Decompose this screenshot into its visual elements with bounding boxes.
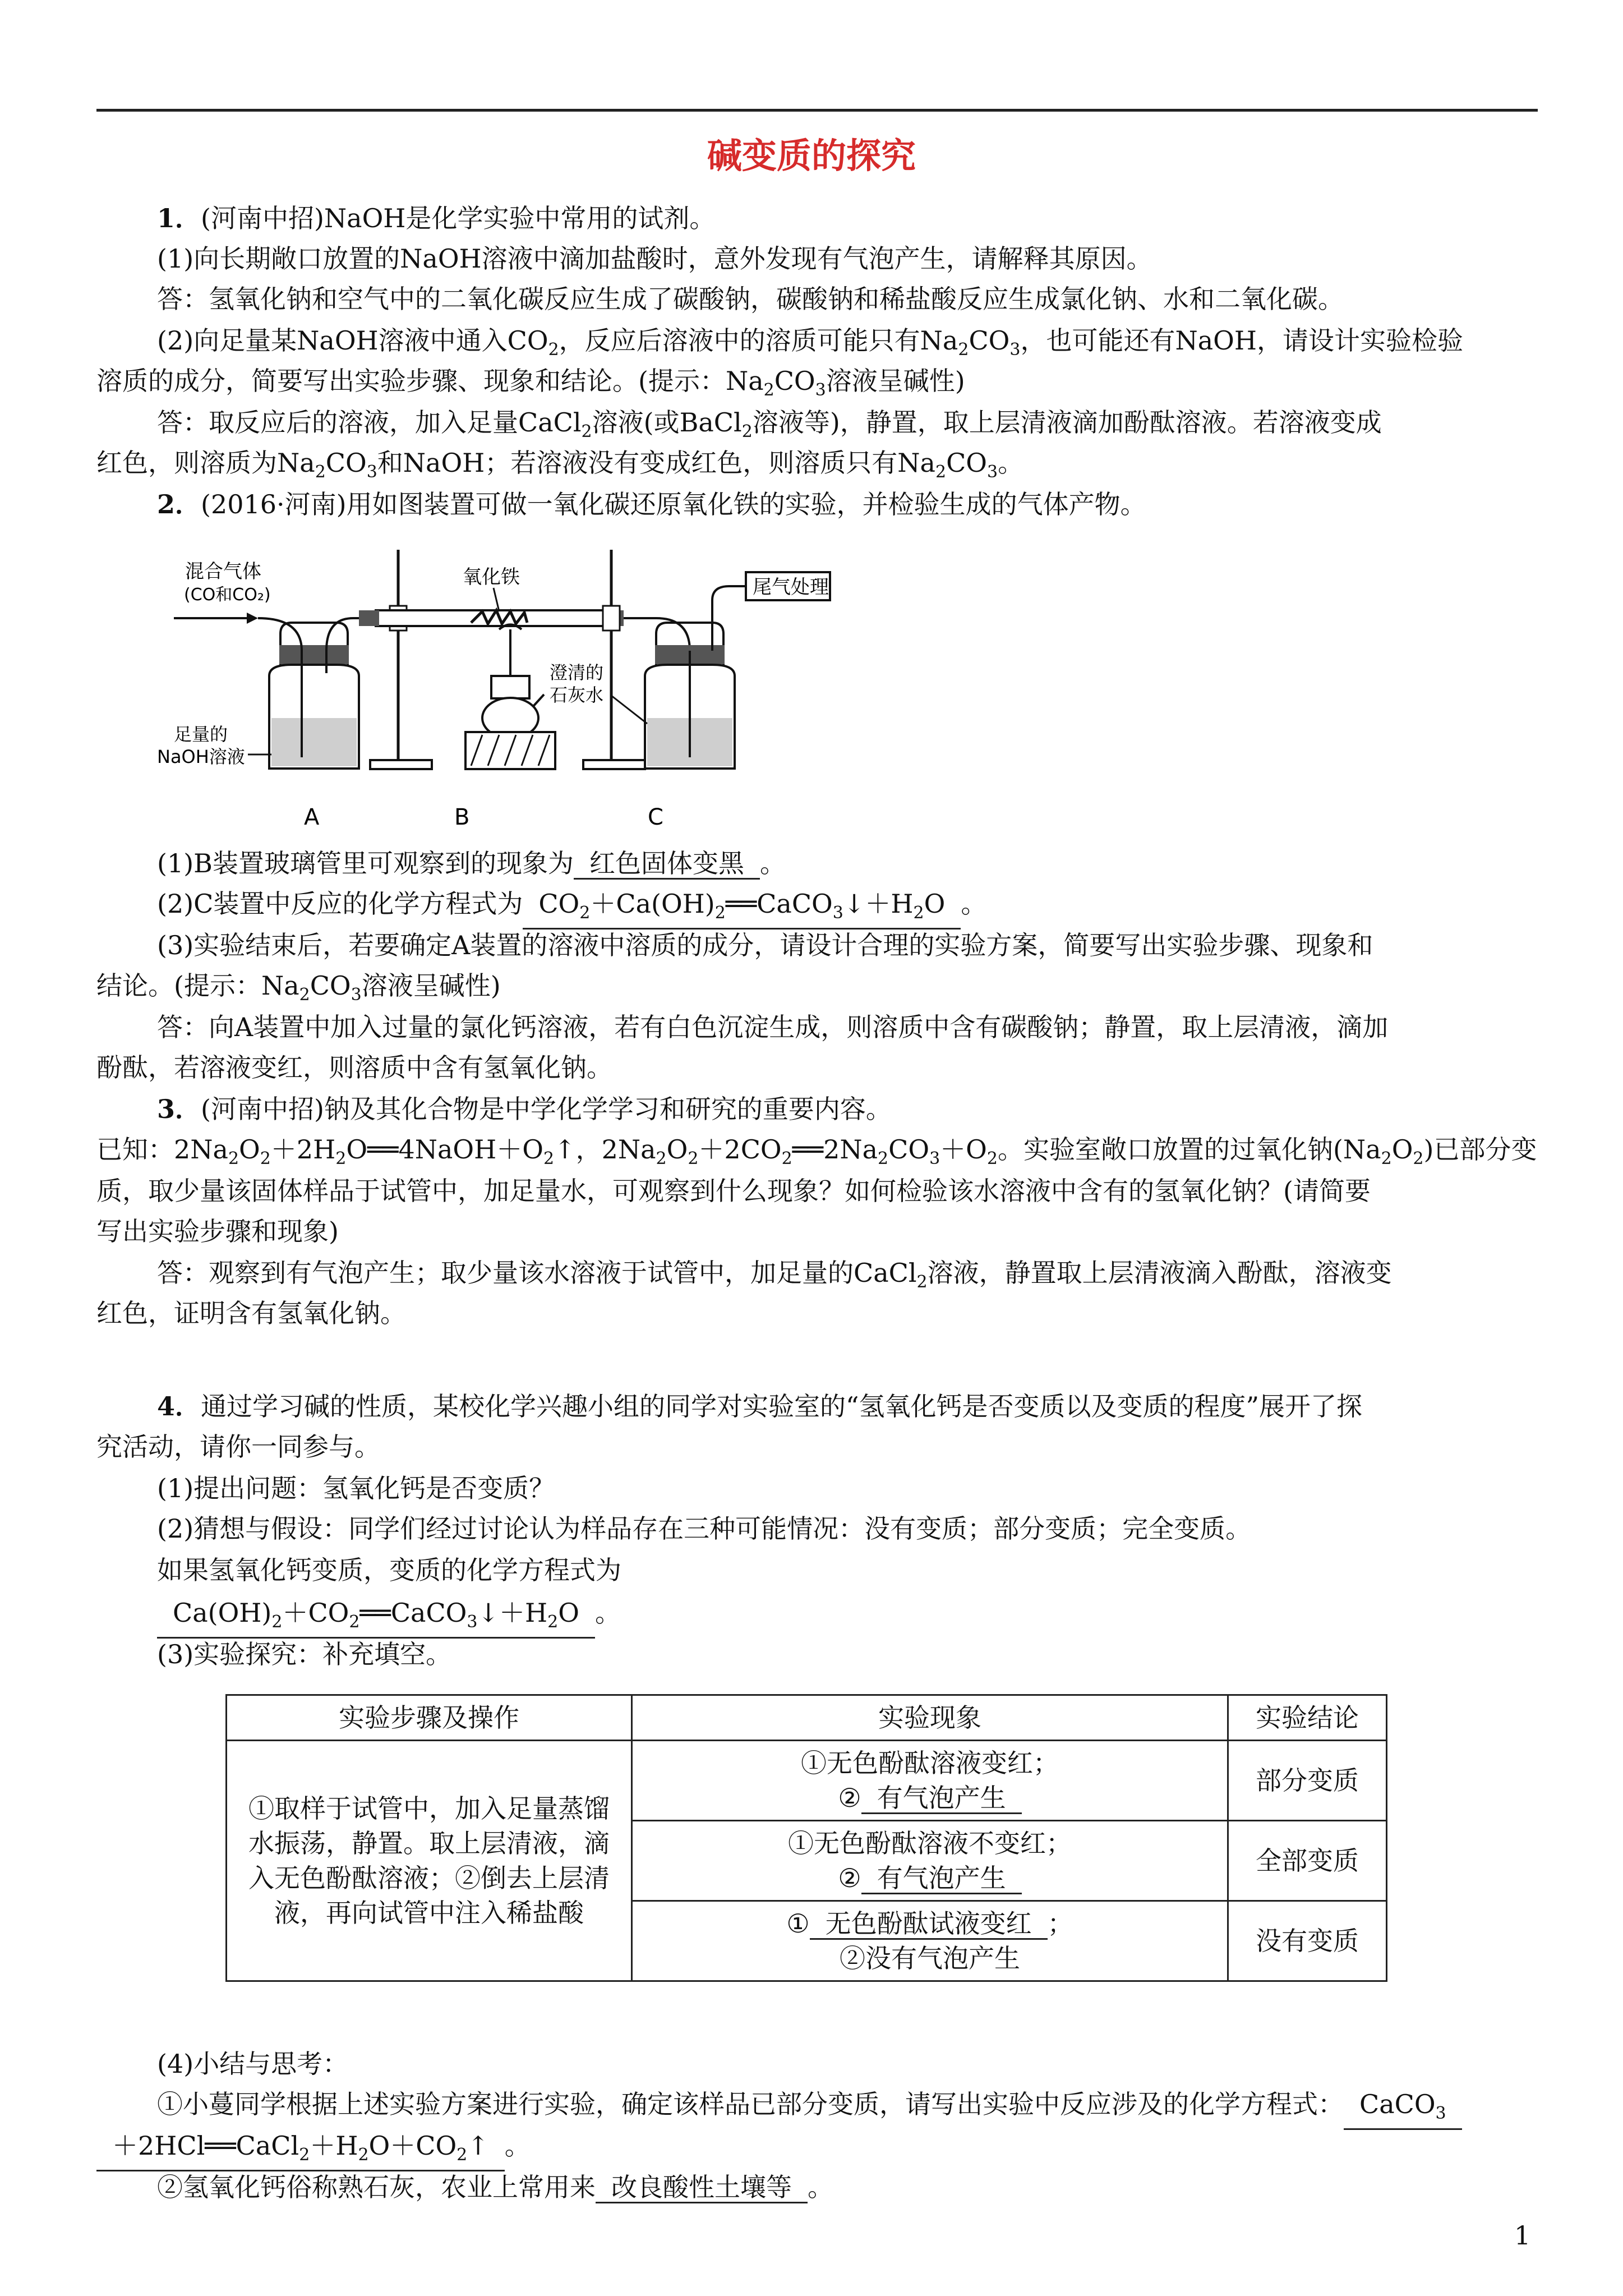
q3-answer-line2: 红色，证明含有氢氧化钠。 <box>96 1298 406 1328</box>
gas-label: 混合气体 <box>185 560 261 583</box>
header-conclusion: 实验结论 <box>1228 1695 1387 1741</box>
naoh-label-2: NaOH溶液 <box>157 746 245 767</box>
q4-stem-line2: 究活动，请你一同参与。 <box>96 1432 380 1462</box>
observation-cell: ①无色酚酞溶液不变红； ② 有气泡产生 <box>632 1821 1228 1901</box>
page-number: 1 <box>1514 2220 1531 2251</box>
summary2-blank: 改良酸性土壤等 <box>596 2173 808 2203</box>
q4-equation-blank: $Ca(OH)_2+CO_2══CaCO_3↓+H_2O$ <box>157 1598 595 1639</box>
obs-blank: 有气泡产生 <box>861 1783 1022 1814</box>
oxide-label: 氧化铁 <box>463 566 520 588</box>
q4-summary1-line1: ①小蔓同学根据上述实验方案进行实验，确定该样品已部分变质，请写出实验中反应涉及的化学方程式： CaCO$_3$ <box>157 2088 1538 2130</box>
summary1-blank-end: $+2HCl══CaCl_2+H_2O+CO_2↑$ <box>96 2131 505 2171</box>
q3-line3: 写出实验步骤和现象) <box>96 1216 339 1246</box>
observation-cell: ① 无色酚酞试液变红 ； ②没有气泡产生 <box>632 1901 1228 1981</box>
q1-answer2-line2: 红色，则溶质为$Na_2CO_3$和NaOH；若溶液没有变成红色，则溶质只有$Na_2CO_3$。 <box>96 448 1024 482</box>
q2-answer2-blank: $CO_2+Ca(OH)_2══CaCO_3↓+H_2O$ <box>523 889 961 930</box>
alcohol-lamp <box>465 625 555 770</box>
q1-stem: 1．(河南中招)NaOH是化学实验中常用的试剂。 <box>157 203 716 233</box>
conclusion-cell: 没有变质 <box>1228 1901 1387 1981</box>
label-a: A <box>304 804 320 830</box>
q1-part1: (1)向长期敞口放置的NaOH溶液中滴加盐酸时，意外发现有气泡产生，请解释其原因。 <box>157 243 1152 274</box>
limewater-label-2: 石灰水 <box>550 684 604 706</box>
q2-answer3-line2: 酚酞，若溶液变红，则溶质中含有氢氧化钠。 <box>96 1052 612 1083</box>
q3-stem: 3．(河南中招)钠及其化合物是中学化学学习和研究的重要内容。 <box>157 1094 892 1124</box>
q3-line1: 已知：$2Na_2O_2+2H_2O══4NaOH+O_2↑$，$2Na_2O_2+2CO_2══2Na_2CO_3+O_2$。实验室敞口放置的过氧化钠$(Na_2O_2)$已部分变 <box>96 1134 1537 1168</box>
q2-answer3-line1: 答：向A装置中加入过量的氯化钙溶液，若有白色沉淀生成，则溶质中含有碳酸钠；静置，取上层清液，滴加 <box>157 1012 1389 1042</box>
top-rule <box>96 109 1538 112</box>
bottle-a <box>258 618 359 769</box>
q1-answer1: 答：氢氧化钠和空气中的二氧化碳反应生成了碳酸钠，碳酸钠和稀盐酸反应生成氯化钠、水和二氧化碳。 <box>157 284 1344 314</box>
q4-part2: (2)猜想与假设：同学们经过讨论认为样品存在三种可能情况：没有变质；部分变质；完全变质。 <box>157 1513 1252 1544</box>
obs-blank: 有气泡产生 <box>861 1864 1022 1894</box>
table-header-row <box>227 1695 1387 1741</box>
observation-cell: ①无色酚酞溶液变红； ② 有气泡产生 <box>632 1741 1228 1821</box>
conclusion-cell: 全部变质 <box>1228 1821 1387 1901</box>
naoh-label-1: 足量的 <box>174 724 228 745</box>
q4-stem-line1: 4．通过学习碱的性质，某校化学兴趣小组的同学对实验室的“氢氧化钙是否变质以及变质的程度”展开了探 <box>157 1391 1363 1421</box>
iron-stand-left <box>370 550 432 769</box>
iron-stand-right <box>583 550 645 769</box>
page-title: 碱变质的探究 <box>707 135 916 176</box>
limewater-label-1: 澄清的 <box>550 662 604 683</box>
q4-part3: (3)实验探究：补充填空。 <box>157 1639 452 1669</box>
q2-part1: (1)B装置玻璃管里可观察到的现象为 红色固体变黑 。 <box>157 848 786 878</box>
experiment-table <box>225 1694 1387 1982</box>
q2-stem: 2．(2016·河南)用如图装置可做一氧化碳还原氧化铁的实验，并检验生成的气体产物。 <box>157 489 1146 519</box>
q3-answer-line1: 答：观察到有气泡产生；取少量该水溶液于试管中，加足量的CaCl$_2$溶液，静置取上层清液滴入酚酞，溶液变 <box>157 1258 1392 1292</box>
bottle-a-liquid <box>271 718 357 766</box>
conclusion-cell: 部分变质 <box>1228 1741 1387 1821</box>
header-observation: 实验现象 <box>632 1695 1228 1741</box>
q3-line2: 质，取少量该固体样品于试管中，加足量水，可观察到什么现象？如何检验该水溶液中含有的氢氧化钠？(请简要 <box>96 1176 1371 1206</box>
exhaust-label: 尾气处理 <box>753 576 829 599</box>
q2-part3-line1: (3)实验结束后，若要确定A装置的溶液中溶质的成分，请设计合理的实验方案，简要写出实验步骤、现象和 <box>157 930 1373 960</box>
q4-part2-hint: 如果氢氧化钙变质，变质的化学方程式为 <box>157 1555 621 1585</box>
steps-cell: ①取样于试管中，加入足量蒸馏 水振荡，静置。取上层清液，滴 入无色酚酞溶液；②倒去上层清 液，再向试管中注入稀盐酸 <box>227 1741 632 1981</box>
gas-sub-label: (CO和CO₂) <box>184 585 271 605</box>
q2-part2: (2)C装置中反应的化学方程式为 $CO_2+Ca(OH)_2══CaCO_3↓+H_2O$ 。 <box>157 887 1538 930</box>
label-b: B <box>454 804 470 830</box>
q4-part2-equation: $Ca(OH)_2+CO_2══CaCO_3↓+H_2O$ 。 <box>157 1596 1538 1639</box>
q2-answer1-blank: 红色固体变黑 <box>574 849 760 880</box>
table-row <box>227 1741 1387 1821</box>
q4-summary2: ②氢氧化钙俗称熟石灰，农业上常用来 改良酸性土壤等 。 <box>157 2172 833 2202</box>
summary1-blank-start: CaCO$_3$ <box>1344 2090 1462 2130</box>
q2-part3-line2: 结论。(提示：$Na_2CO_3$溶液呈碱性) <box>96 970 501 1005</box>
q4-summary1-line2: $+2HCl══CaCl_2+H_2O+CO_2↑$ 。 <box>96 2129 1538 2171</box>
header-steps: 实验步骤及操作 <box>227 1695 632 1741</box>
q1-answer2-line1: 答：取反应后的溶液，加入足量CaCl$_2$溶液(或BaCl$_2$溶液等)，静置，取上层清液滴加酚酞溶液。若溶液变成 <box>157 407 1382 441</box>
bottle-a-stopper <box>279 645 349 664</box>
obs-blank: 无色酚酞试液变红 <box>810 1909 1048 1940</box>
bottle-c <box>645 586 746 769</box>
q4-part4: (4)小结与思考： <box>157 2049 349 2079</box>
inlet-arrowhead <box>247 613 258 624</box>
apparatus-diagram <box>151 533 847 847</box>
q1-part2-line2: 溶质的成分，简要写出实验步骤、现象和结论。(提示：$Na_2CO_3$溶液呈碱性) <box>96 366 965 400</box>
glass-tube-b <box>359 610 624 626</box>
q1-part2-line1: (2)向足量某NaOH溶液中通入$CO_2$，反应后溶液中的溶质可能只有$Na_2CO_3$，也可能还有NaOH，请设计实验检验 <box>157 325 1463 360</box>
q4-part1: (1)提出问题：氢氧化钙是否变质？ <box>157 1473 555 1503</box>
label-c: C <box>648 804 663 830</box>
